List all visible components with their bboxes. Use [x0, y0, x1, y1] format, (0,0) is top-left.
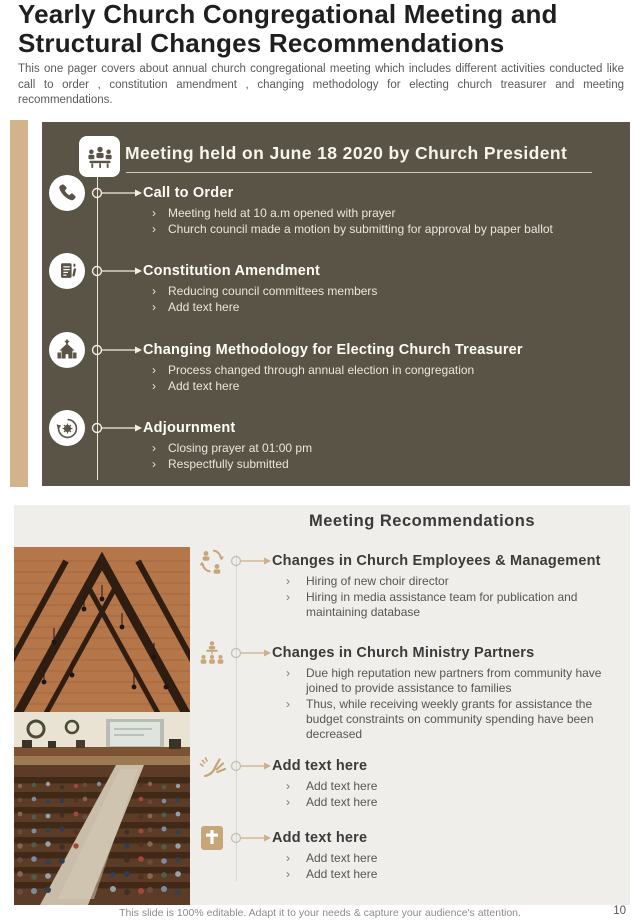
- bullet-marker: ›: [286, 867, 290, 881]
- recommendation-item-title: Changes in Church Employees & Management: [272, 553, 601, 569]
- accent-bar: [10, 120, 28, 487]
- recommendation-item: [272, 645, 624, 743]
- adjournment-icon: [49, 410, 85, 446]
- timeline-connector: [230, 759, 272, 778]
- bullet-marker: ›: [152, 222, 156, 236]
- bullet-item: › Add text here: [286, 867, 378, 881]
- recommendation-item-title: Add text here: [272, 758, 368, 774]
- praying-hands-icon: [194, 749, 230, 783]
- timeline-connector: [91, 264, 143, 283]
- bullet-item: › Add text here: [152, 379, 240, 393]
- bullet-item: › Respectfully submitted: [152, 457, 289, 471]
- employees-rotation-icon: [194, 544, 230, 578]
- meeting-item: [143, 420, 615, 473]
- bullet-item: › Add text here: [152, 300, 240, 314]
- bullet-item: › Add text here: [286, 795, 378, 809]
- meeting-item: [143, 185, 615, 238]
- meeting-item: [143, 342, 615, 395]
- bullet-marker: ›: [152, 300, 156, 314]
- timeline-connector: [230, 831, 272, 850]
- document-amendment-icon: [49, 253, 85, 289]
- bullet-item: › Reducing council committees members: [152, 284, 378, 298]
- recommendations-title: Meeting Recommendations: [308, 512, 536, 530]
- meeting-item-title: Changing Methodology for Electing Church Treasurer: [143, 342, 523, 358]
- header-divider: [126, 172, 592, 173]
- recommendation-item: [272, 830, 624, 883]
- bullet-marker: ›: [152, 379, 156, 393]
- timeline-connector: [91, 421, 143, 440]
- bullet-marker: ›: [286, 851, 290, 865]
- footer-note: This slide is 100% editable. Adapt it to your needs & capture your audience's attention.: [119, 907, 521, 919]
- bullet-item: › Process changed through annual election in congregation: [152, 363, 475, 377]
- bullet-item: › Closing prayer at 01:00 pm: [152, 441, 313, 455]
- meeting-item: [143, 263, 615, 316]
- bullet-marker: ›: [152, 284, 156, 298]
- bullet-item: › Hiring in media assistance team for publication and maintaining database: [286, 590, 578, 619]
- timeline-connector: [91, 343, 143, 362]
- meeting-panel: [42, 122, 630, 486]
- intro-paragraph: This one pager covers about annual church congregational meeting which includes different activities conducted like call to order , constitution amendment , changing methodology for electing church treasurer and meeting recommendations.: [18, 63, 624, 106]
- bullet-item: › Thus, while receiving weekly grants for assistance the budget constraints on community spending have been decreased: [286, 697, 594, 741]
- recommendation-item: [272, 758, 624, 811]
- meeting-panel-title: Meeting held on June 18 2020 by Church President: [125, 143, 568, 163]
- bible-icon: [194, 821, 230, 855]
- phone-icon: [49, 175, 85, 211]
- bullet-marker: ›: [152, 363, 156, 377]
- bullet-marker: ›: [286, 697, 290, 711]
- recommendation-item-title: Changes in Church Ministry Partners: [272, 645, 535, 661]
- bullet-item: › Church council made a motion by submitting for approval by paper ballot: [152, 222, 553, 236]
- bullet-marker: ›: [152, 206, 156, 220]
- bullet-marker: ›: [286, 779, 290, 793]
- bullet-item: › Hiring of new choir director: [286, 574, 449, 588]
- meeting-item-title: Adjournment: [143, 420, 236, 436]
- bullet-item: › Add text here: [286, 851, 378, 865]
- church-congregation-photo: [14, 547, 190, 905]
- page-number: 10: [613, 905, 626, 917]
- timeline-connector: [91, 186, 143, 205]
- recommendation-item-title: Add text here: [272, 830, 368, 846]
- church-building-icon: [49, 332, 85, 368]
- meeting-item-title: Call to Order: [143, 185, 234, 201]
- bullet-marker: ›: [286, 590, 290, 604]
- timeline-connector: [230, 554, 272, 573]
- timeline-connector: [230, 646, 272, 665]
- bullet-marker: ›: [286, 795, 290, 809]
- recommendations-panel: [14, 505, 630, 905]
- meeting-item-title: Constitution Amendment: [143, 263, 321, 279]
- ministry-hierarchy-icon: [194, 636, 230, 670]
- bullet-item: › Meeting held at 10 a.m opened with prayer: [152, 206, 396, 220]
- bullet-marker: ›: [152, 441, 156, 455]
- bullet-item: › Add text here: [286, 779, 378, 793]
- bullet-marker: ›: [286, 574, 290, 588]
- congregation-icon: [79, 136, 120, 177]
- bullet-marker: ›: [152, 457, 156, 471]
- bullet-item: › Due high reputation new partners from community have joined to provide assistance to families: [286, 666, 602, 695]
- recommendation-item: [272, 553, 624, 621]
- page-title: Yearly Church Congregational Meeting and Structural Changes Recommendations: [18, 0, 558, 58]
- bullet-marker: ›: [286, 666, 290, 680]
